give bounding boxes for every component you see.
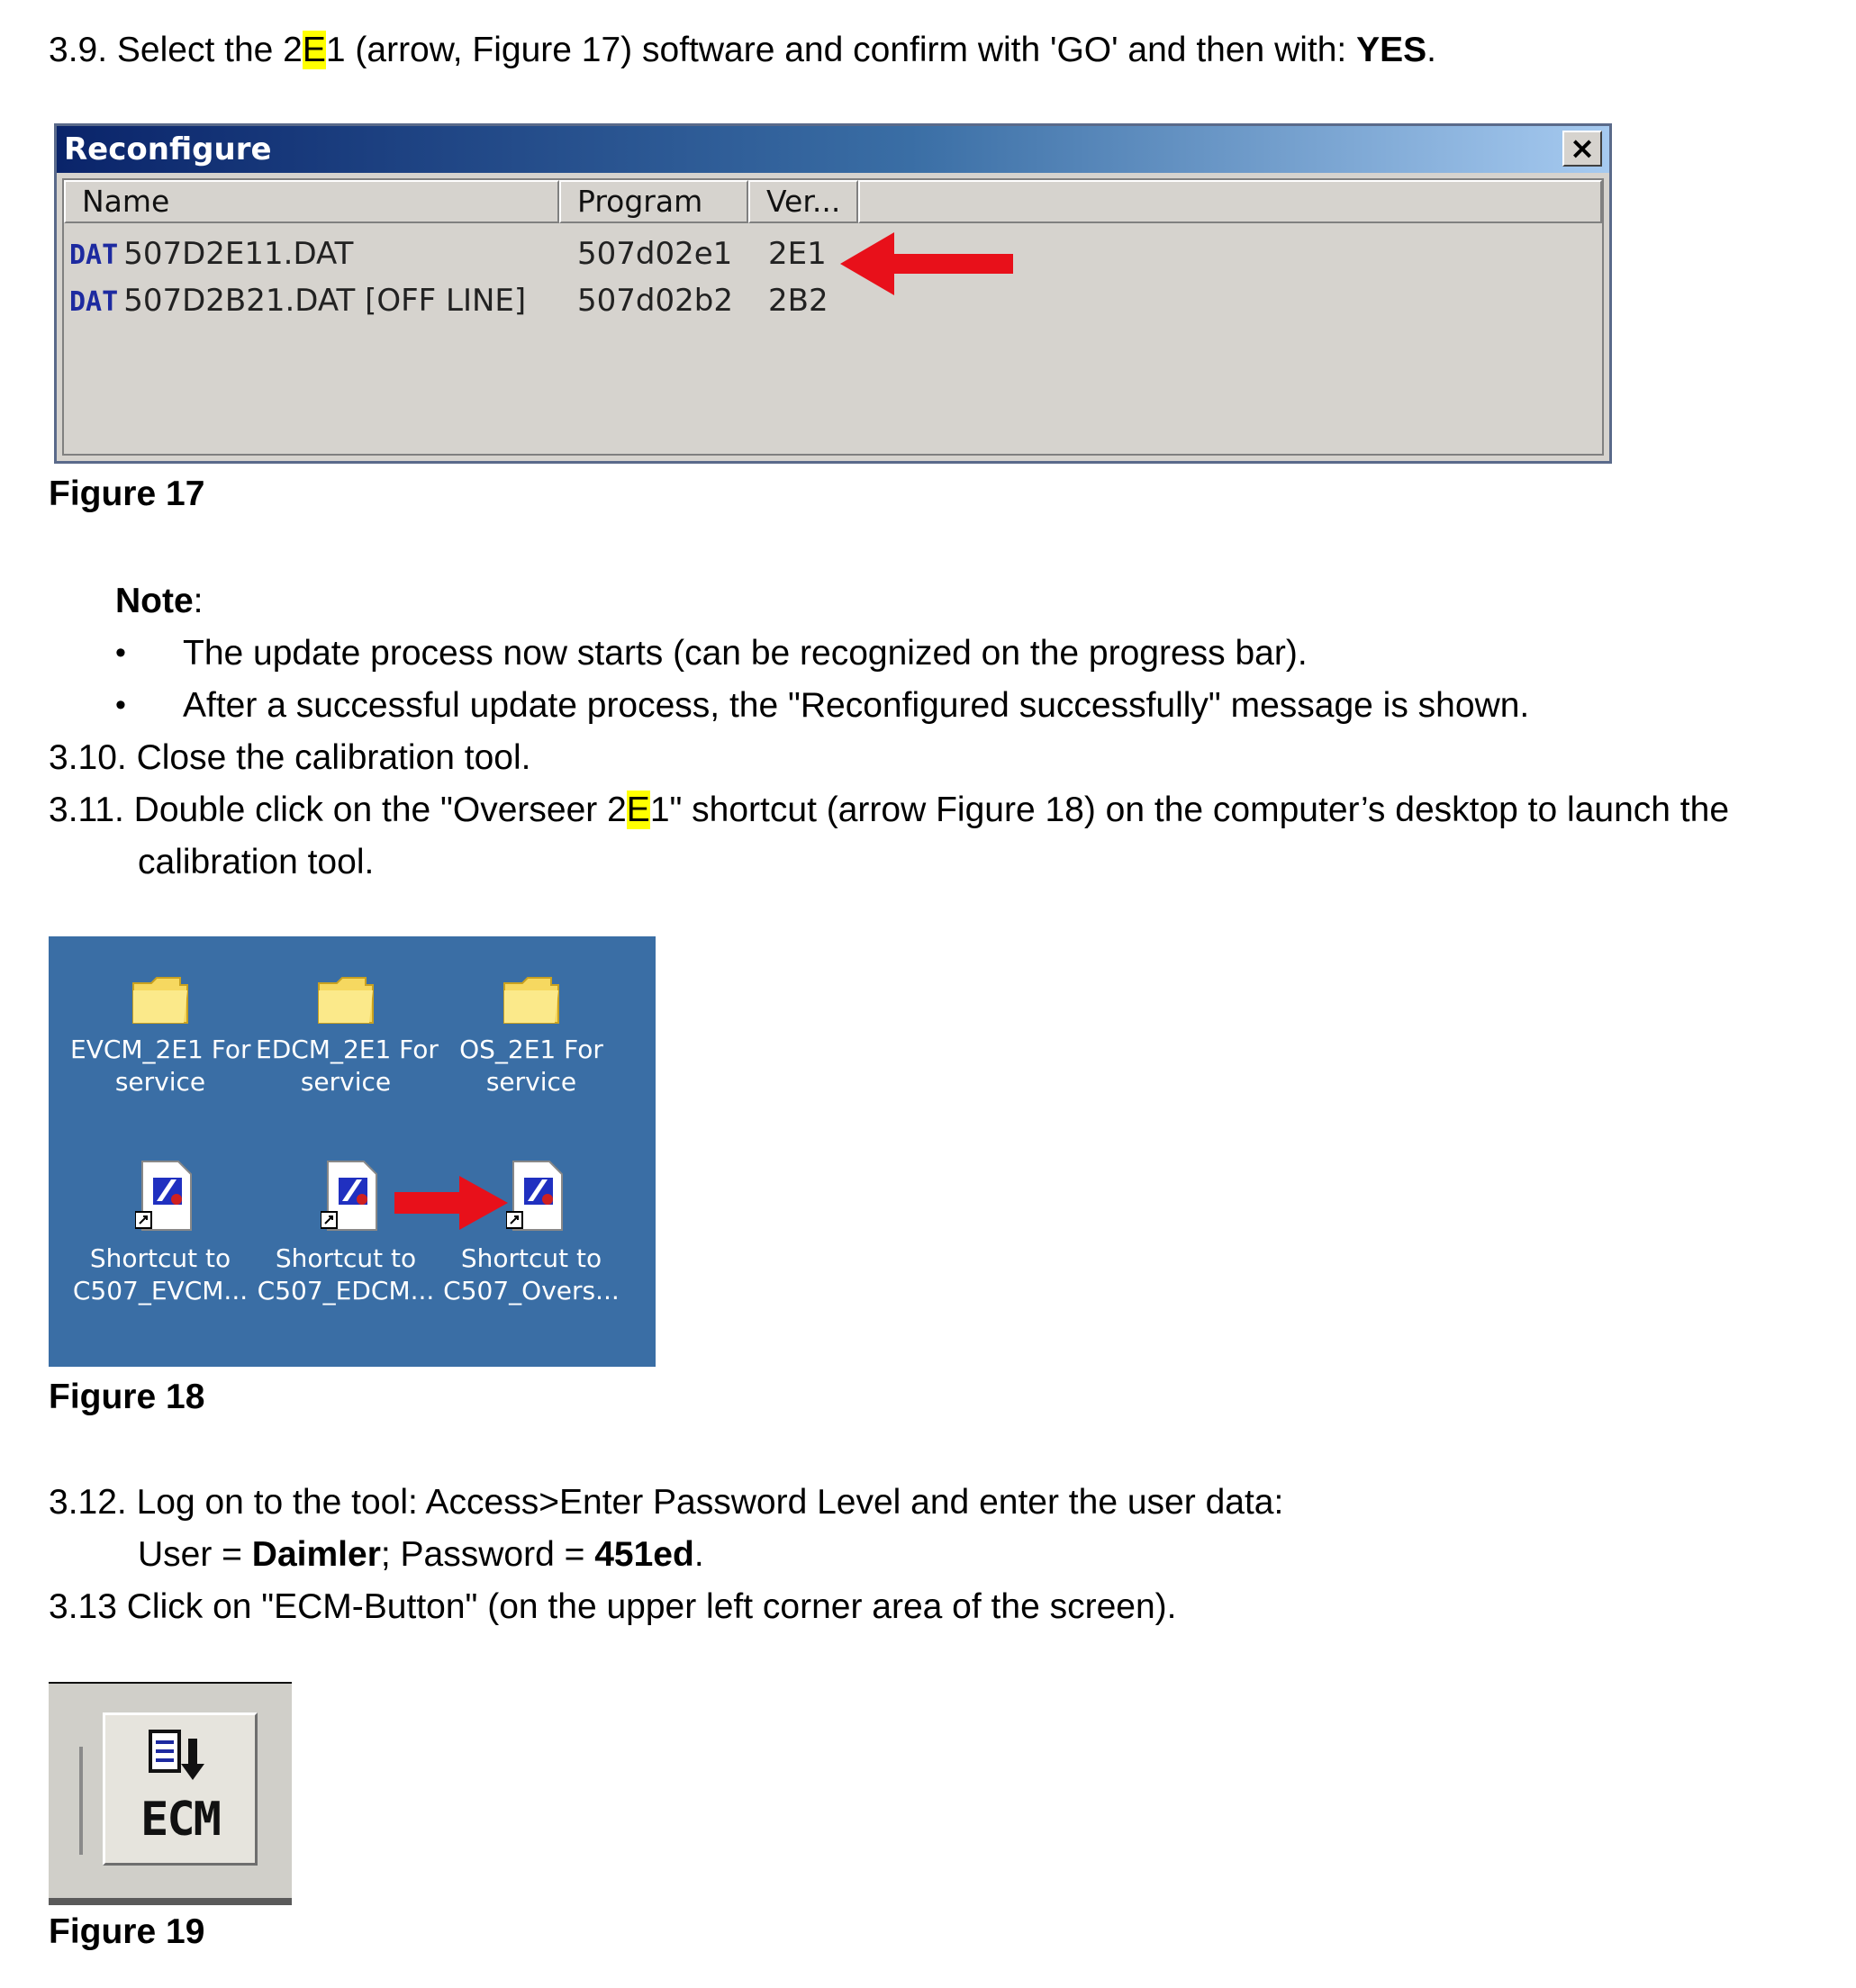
step-3-11 xyxy=(49,790,1729,831)
password-prefix: ; Password = xyxy=(380,1535,595,1574)
step-3-9-text: 3.9. Select the 2 xyxy=(49,31,303,69)
shortcut-label-line1: Shortcut to xyxy=(89,1243,231,1273)
close-button[interactable]: × xyxy=(1562,131,1602,167)
dialog-title-bar[interactable] xyxy=(57,126,1609,173)
name-cell xyxy=(69,277,526,326)
ecm-toolbar-crop xyxy=(49,1682,292,1905)
folder-icon xyxy=(131,974,189,1025)
toolbar-bottom-edge xyxy=(49,1898,292,1905)
dat-file-icon: DAT xyxy=(69,286,119,318)
step-3-13: 3.13 Click on "ECM-Button" (on the upper left corner area of the screen). xyxy=(49,1587,1177,1626)
note-bullet-1: The update process now starts (can be recognized on the progress bar). xyxy=(183,634,1308,673)
file-name: 507D2B21.DAT [OFF LINE] xyxy=(123,283,527,319)
step-3-12-credentials xyxy=(138,1534,704,1576)
shortcut-label-line2: C507_EDCM... xyxy=(257,1276,435,1306)
dialog-title: Reconfigure xyxy=(64,131,272,167)
bullet-icon: • xyxy=(115,636,126,670)
note-label: Note xyxy=(115,582,194,620)
figure-19-caption: Figure 19 xyxy=(49,1912,205,1951)
shortcut-label-line1: Shortcut to xyxy=(275,1243,417,1273)
note-bullet-2: After a successful update process, the "Reconfigured successfully" message is shown. xyxy=(183,686,1530,725)
note-heading xyxy=(115,581,204,622)
version-cell: 2B2 xyxy=(768,283,828,319)
step-3-10: 3.10. Close the calibration tool. xyxy=(49,738,531,777)
figure-18-caption: Figure 18 xyxy=(49,1378,205,1416)
column-header-version[interactable]: Ver... xyxy=(748,180,858,223)
step-3-9-suffix: . xyxy=(1426,31,1436,69)
figure-17-caption: Figure 17 xyxy=(49,474,205,513)
folder-label-line1: OS_2E1 For xyxy=(459,1035,603,1064)
folder-label-line1: EDCM_2E1 For xyxy=(256,1035,439,1064)
shortcut-evcm[interactable] xyxy=(70,1160,250,1340)
user-prefix: User = xyxy=(138,1535,252,1574)
column-header-name[interactable]: Name xyxy=(64,180,559,223)
program-cell: 507d02b2 xyxy=(577,283,733,319)
software-list xyxy=(62,178,1604,456)
step-3-11-text: 3.11. Double click on the "Overseer 2 xyxy=(49,791,627,829)
highlight-e: E xyxy=(626,791,650,829)
table-row[interactable] xyxy=(64,230,1602,277)
user-value: Daimler xyxy=(251,1535,381,1574)
ecm-button[interactable] xyxy=(103,1712,258,1866)
ecm-button-label: ECM xyxy=(140,1793,220,1847)
folder-label-line1: EVCM_2E1 For xyxy=(70,1035,251,1064)
shortcut-file-icon xyxy=(135,1160,195,1232)
folder-icon xyxy=(317,974,375,1025)
folder-os[interactable] xyxy=(441,974,621,1118)
name-cell xyxy=(69,230,353,279)
reconfigure-dialog xyxy=(54,123,1612,464)
folder-label-line2: service xyxy=(300,1067,392,1097)
table-row[interactable] xyxy=(64,277,1602,324)
folder-edcm[interactable] xyxy=(256,974,439,1118)
step-3-9-text-mid: 1 (arrow, Figure 17) software and confirm with 'GO' and then with: xyxy=(325,31,1357,69)
program-cell: 507d02e1 xyxy=(577,236,733,272)
shortcut-file-icon xyxy=(321,1160,380,1232)
credentials-end: . xyxy=(693,1535,704,1574)
dat-file-icon: DAT xyxy=(69,239,119,271)
toolbar-separator xyxy=(79,1747,83,1855)
ecm-document-icon xyxy=(149,1730,221,1784)
step-3-11-line2: calibration tool. xyxy=(138,843,375,881)
column-header-program[interactable]: Program xyxy=(559,180,748,223)
desktop-screenshot xyxy=(49,936,656,1367)
password-value: 451ed xyxy=(594,1535,694,1574)
version-cell: 2E1 xyxy=(768,236,827,272)
shortcut-label-line1: Shortcut to xyxy=(460,1243,602,1273)
folder-evcm[interactable] xyxy=(70,974,250,1118)
file-name: 507D2E11.DAT xyxy=(123,236,354,272)
red-arrow-icon xyxy=(394,1176,508,1230)
bullet-icon: • xyxy=(115,688,126,722)
folder-label-line2: service xyxy=(114,1067,206,1097)
column-header-blank xyxy=(858,180,1602,223)
folder-label-line2: service xyxy=(485,1067,577,1097)
shortcut-label-line2: C507_EVCM... xyxy=(72,1276,249,1306)
note-colon: : xyxy=(193,582,204,620)
step-3-11-suffix: 1" shortcut (arrow Figure 18) on the computer’s desktop to launch the xyxy=(649,791,1730,829)
step-3-9 xyxy=(49,30,1436,71)
shortcut-label-line2: C507_Overs... xyxy=(443,1276,620,1306)
highlight-e: E xyxy=(302,31,326,69)
shortcut-file-icon xyxy=(506,1160,566,1232)
yes-bold: YES xyxy=(1356,31,1427,69)
step-3-12: 3.12. Log on to the tool: Access>Enter Password Level and enter the user data: xyxy=(49,1483,1284,1522)
red-arrow-icon xyxy=(840,232,1013,295)
folder-icon xyxy=(502,974,560,1025)
